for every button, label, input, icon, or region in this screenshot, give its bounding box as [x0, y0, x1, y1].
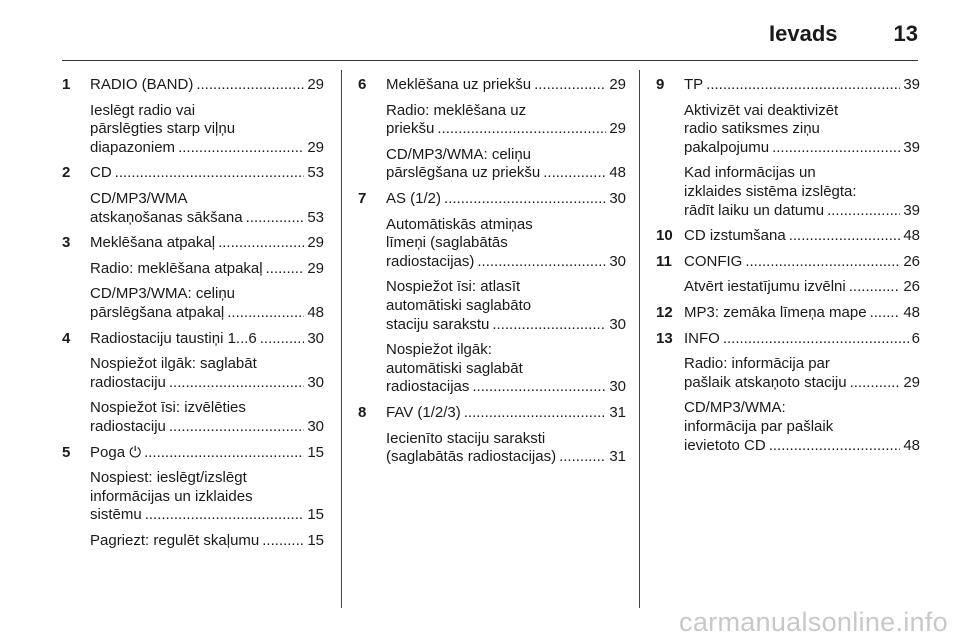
sub-text-line: CD/MP3/WMA	[90, 189, 188, 207]
toc-page: 29	[307, 138, 324, 156]
toc-page: 6	[911, 329, 920, 347]
toc-entry	[358, 190, 626, 397]
leader-dots	[723, 330, 909, 349]
toc-text: Meklēšana uz priekšu	[386, 76, 532, 93]
page-number: 13	[893, 21, 918, 46]
sub-text-line: CD/MP3/WMA:	[684, 399, 786, 417]
toc-entry	[656, 253, 920, 297]
sub-entry	[90, 285, 324, 322]
entry-body	[386, 76, 626, 183]
toc-line	[386, 316, 626, 335]
toc-text: atskaņošanas sākšana	[90, 208, 243, 226]
toc-page: 29	[307, 234, 324, 252]
sub-text-line: CD/MP3/WMA: celiņu	[386, 145, 532, 163]
toc-entry	[62, 330, 324, 437]
sub-text-line: Radio: informācija par	[684, 355, 830, 373]
toc-entry	[358, 404, 626, 467]
sub-text-line: Automātiskās atmiņas	[386, 215, 533, 233]
sub-entry	[684, 355, 920, 392]
sub-text-line: Nospiežot ilgāk: saglabāt	[90, 355, 257, 373]
toc-text: pārslēgšana atpakaļ	[90, 303, 225, 321]
toc-page: 26	[903, 278, 920, 296]
sub-entry	[684, 102, 920, 158]
toc-line	[684, 278, 920, 297]
toc-text: sistēmu	[90, 506, 142, 524]
sub-entry	[386, 430, 626, 467]
leader-dots	[769, 437, 901, 456]
toc-line	[386, 404, 626, 423]
toc-page: 30	[609, 315, 626, 333]
sub-text-line: Nospiest: ieslēgt/izslēgt	[90, 469, 247, 487]
toc-line	[90, 444, 324, 463]
leader-dots	[144, 444, 304, 463]
toc-page: 30	[609, 378, 626, 396]
sub-entry	[90, 469, 324, 525]
toc-line	[386, 164, 626, 183]
toc-page: 29	[307, 76, 324, 93]
toc-page: 31	[609, 448, 626, 466]
leader-dots	[559, 448, 606, 467]
toc-text: radiostaciju	[90, 373, 166, 391]
toc-line	[90, 532, 324, 551]
toc-text: RADIO (BAND)	[90, 76, 194, 93]
sub-entry	[386, 216, 626, 272]
entry-body	[684, 330, 920, 456]
sub-entry	[90, 260, 324, 279]
sub-text-line: Aktivizēt vai deaktivizēt	[684, 101, 839, 119]
sub-text-line: radio satiksmes ziņu	[684, 120, 820, 138]
leader-dots	[534, 76, 606, 95]
item-number: 12	[656, 303, 673, 321]
toc-line	[684, 437, 920, 456]
toc-line	[90, 209, 324, 228]
toc-line	[90, 374, 324, 393]
column-divider	[639, 70, 640, 608]
leader-dots	[115, 164, 305, 183]
entry-body	[90, 330, 324, 437]
leader-dots	[849, 278, 901, 297]
toc-page: 31	[609, 403, 626, 421]
toc-line	[90, 330, 324, 349]
sub-text-line: automātiski saglabāto	[386, 296, 532, 314]
toc-page: 48	[903, 436, 920, 454]
entry-body	[90, 444, 324, 551]
sub-entry	[90, 532, 324, 551]
toc-line	[90, 304, 324, 323]
sub-entry	[684, 278, 920, 297]
toc-line	[684, 253, 920, 272]
sub-text-line: līmeņi (saglabātās	[386, 234, 508, 252]
sub-text-line: Nospiežot īsi: atlasīt	[386, 278, 521, 296]
leader-dots	[145, 506, 305, 525]
leader-dots	[870, 304, 901, 323]
entry-body	[90, 76, 324, 157]
leader-dots	[178, 139, 304, 158]
toc-page: 48	[903, 227, 920, 245]
toc-page: 30	[307, 373, 324, 391]
toc-line	[90, 418, 324, 437]
entry-body	[684, 76, 920, 220]
toc-entry	[62, 76, 324, 157]
toc-page: 26	[903, 252, 920, 270]
item-number: 4	[62, 329, 71, 347]
toc-line	[684, 330, 920, 349]
toc-page: 15	[307, 531, 324, 549]
entry-body	[684, 227, 920, 246]
toc-line	[386, 120, 626, 139]
page-header	[769, 14, 918, 54]
toc-text: CONFIG	[684, 252, 743, 270]
toc-line	[684, 227, 920, 246]
toc-text: diapazoniem	[90, 138, 176, 156]
leader-dots	[827, 202, 900, 221]
leader-dots	[472, 378, 606, 397]
toc-text: staciju sarakstu	[386, 315, 490, 333]
toc-page: 53	[307, 164, 324, 182]
toc-line	[684, 304, 920, 323]
item-number: 9	[656, 76, 665, 93]
sub-text-line: Iecienīto staciju saraksti	[386, 429, 546, 447]
leader-dots	[464, 404, 607, 423]
toc-entry	[656, 304, 920, 323]
toc-page: 39	[903, 201, 920, 219]
entry-body	[684, 253, 920, 297]
toc-entry	[656, 330, 920, 456]
leader-dots	[772, 139, 900, 158]
toc-text: Atvērt iestatījumu izvēlni	[684, 278, 846, 296]
item-number: 1	[62, 76, 71, 93]
leader-dots	[437, 120, 606, 139]
toc-text: Meklēšana atpakaļ	[90, 234, 216, 252]
leader-dots	[444, 190, 606, 209]
leader-dots	[266, 260, 305, 279]
toc-entry	[656, 227, 920, 246]
toc-text: INFO	[684, 329, 720, 347]
toc-page: 48	[307, 303, 324, 321]
toc-text: AS (1/2)	[386, 189, 442, 207]
toc-text: Pagriezt: regulēt skaļumu	[90, 531, 260, 549]
toc-text: rādīt laiku un datumu	[684, 201, 825, 219]
entry-body	[386, 404, 626, 467]
toc-text: Radio: meklēšana atpakaļ	[90, 259, 263, 277]
sub-text-line: automātiski saglabāt	[386, 359, 523, 377]
toc-line	[90, 260, 324, 279]
sub-text-line: Nospiežot īsi: izvēlēties	[90, 399, 246, 417]
toc-line	[684, 139, 920, 158]
toc-line	[90, 506, 324, 525]
leader-dots	[169, 418, 304, 437]
leader-dots	[477, 253, 606, 272]
item-number: 5	[62, 443, 71, 461]
toc-page: 29	[609, 76, 626, 93]
sub-text-line: Nospiežot ilgāk:	[386, 341, 492, 359]
toc-line	[684, 374, 920, 393]
leader-dots	[246, 209, 305, 228]
toc-text: CD	[90, 164, 112, 182]
item-number: 13	[656, 329, 673, 347]
toc-text: TP	[684, 76, 704, 93]
sub-text-line: izklaides sistēma izslēgta:	[684, 182, 857, 200]
item-number: 11	[656, 252, 672, 270]
toc-line	[684, 76, 920, 95]
toc-page: 48	[903, 303, 920, 321]
toc-page: 29	[903, 373, 920, 391]
sub-entry	[684, 399, 920, 455]
header-rule	[62, 60, 918, 61]
leader-dots	[227, 304, 304, 323]
toc-entry	[358, 76, 626, 183]
sub-entry	[386, 341, 626, 397]
toc-line	[386, 448, 626, 467]
toc-text: (saglabātās radiostacijas)	[386, 448, 557, 466]
toc-page: 39	[903, 76, 920, 93]
toc-entry	[62, 164, 324, 227]
toc-text: pakalpojumu	[684, 138, 770, 156]
toc-line	[386, 378, 626, 397]
column-3	[656, 76, 920, 455]
item-number: 8	[358, 403, 367, 421]
toc-page: 30	[609, 189, 626, 207]
toc-text: MP3: zemāka līmeņa mape	[684, 303, 867, 321]
leader-dots	[218, 234, 304, 253]
toc-text: ievietoto CD	[684, 436, 766, 454]
entry-body	[90, 164, 324, 227]
toc-line	[386, 76, 626, 95]
toc-text: CD izstumšana	[684, 227, 786, 245]
leader-dots	[492, 316, 606, 335]
entry-body	[386, 190, 626, 397]
sub-entry	[90, 399, 324, 436]
leader-dots	[169, 374, 304, 393]
sub-text-line: pārslēgties starp viļņu	[90, 120, 236, 138]
column-1	[62, 76, 324, 550]
toc-page: 30	[609, 252, 626, 270]
sub-text-line: informācijas un izklaides	[90, 487, 253, 505]
toc-entry	[656, 76, 920, 220]
toc-page: 53	[307, 208, 324, 226]
toc-line	[90, 139, 324, 158]
item-number: 2	[62, 164, 71, 182]
toc-entry	[62, 234, 324, 322]
toc-line	[90, 76, 324, 95]
entry-body	[684, 304, 920, 323]
sub-entry	[90, 355, 324, 392]
toc-text: pašlaik atskaņoto staciju	[684, 373, 847, 391]
toc-text: radiostacijas	[386, 378, 470, 396]
toc-text: Radiostaciju taustiņi 1...6	[90, 329, 257, 347]
column-2	[358, 76, 626, 467]
item-number: 6	[358, 76, 367, 93]
toc-page: 39	[903, 138, 920, 156]
item-number: 10	[656, 227, 673, 245]
toc-text: pārslēgšana uz priekšu	[386, 164, 541, 182]
sub-entry	[386, 278, 626, 334]
toc-line	[386, 253, 626, 272]
watermark: carmanualsonline.info	[679, 607, 948, 637]
toc-text: radiostaciju	[90, 417, 166, 435]
item-number: 7	[358, 189, 367, 207]
sub-text-line: Ieslēgt radio vai	[90, 101, 196, 119]
leader-dots	[706, 76, 900, 95]
toc-page: 29	[307, 259, 324, 277]
toc-line	[90, 164, 324, 183]
toc-page: 15	[307, 443, 324, 461]
leader-dots	[789, 227, 901, 246]
sub-entry	[386, 102, 626, 139]
sub-entry	[386, 146, 626, 183]
item-number: 3	[62, 234, 71, 252]
sub-entry	[90, 102, 324, 158]
sub-entry	[90, 190, 324, 227]
toc-text: FAV (1/2/3)	[386, 403, 461, 421]
leader-dots	[262, 532, 304, 551]
toc-entry	[62, 444, 324, 551]
leader-dots	[543, 164, 606, 183]
section-title: Ievads	[769, 21, 838, 46]
toc-line	[684, 202, 920, 221]
toc-text: priekšu	[386, 120, 435, 138]
toc-page: 29	[609, 120, 626, 138]
sub-text-line: Kad informācijas un	[684, 164, 816, 182]
sub-text-line: CD/MP3/WMA: celiņu	[90, 285, 236, 303]
toc-page: 30	[307, 417, 324, 435]
leader-dots	[196, 76, 304, 95]
column-divider	[341, 70, 342, 608]
toc-page: 15	[307, 506, 324, 524]
toc-line	[386, 190, 626, 209]
toc-text: Poga ⏻	[90, 443, 142, 461]
toc-page: 30	[307, 329, 324, 347]
sub-entry	[684, 164, 920, 220]
sub-text-line: Radio: meklēšana uz	[386, 101, 527, 119]
entry-body	[90, 234, 324, 322]
toc-line	[90, 234, 324, 253]
leader-dots	[850, 374, 901, 393]
sub-text-line: informācija par pašlaik	[684, 417, 834, 435]
leader-dots	[260, 330, 305, 349]
toc-page: 48	[609, 164, 626, 182]
toc-text: radiostacijas)	[386, 252, 475, 270]
leader-dots	[745, 253, 900, 272]
